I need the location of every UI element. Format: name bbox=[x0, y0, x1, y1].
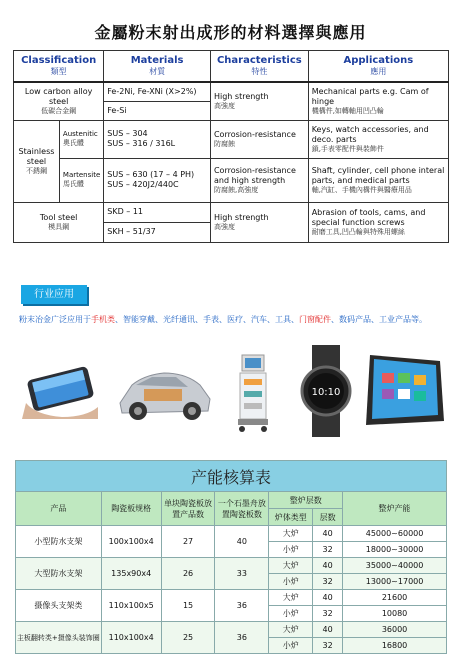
materials-table bbox=[13, 50, 449, 243]
capacity-big: 21600 bbox=[343, 590, 447, 606]
low-carbon-app-zh: 機構件,如轉軸用凹凸輪 bbox=[311, 106, 384, 115]
furnace-big: 大炉 bbox=[269, 622, 313, 638]
header-materials bbox=[104, 51, 211, 83]
austenitic-mat2: SUS – 316 / 316L bbox=[107, 139, 176, 148]
cell-austenitic-label bbox=[59, 120, 103, 158]
layers-small: 32 bbox=[313, 542, 343, 558]
cell-stainless-class bbox=[14, 120, 60, 202]
table-row bbox=[16, 526, 447, 542]
per-plate: 27 bbox=[161, 526, 215, 558]
application-images bbox=[0, 345, 461, 440]
capacity-small: 16800 bbox=[343, 638, 447, 654]
capacity-small: 18000~30000 bbox=[343, 542, 447, 558]
header-applications bbox=[308, 51, 448, 83]
per-boat: 36 bbox=[215, 590, 269, 622]
per-plate: 26 bbox=[161, 558, 215, 590]
watch-time-text: 10:10 bbox=[311, 387, 341, 398]
stainless-class-zh: 不銹鋼 bbox=[25, 166, 47, 175]
cell-martensite-materials bbox=[104, 158, 211, 202]
header-applications-zh: 應用 bbox=[370, 67, 387, 77]
austenitic-mat1: SUS – 304 bbox=[107, 129, 148, 138]
cell-tool-steel-char bbox=[210, 202, 308, 242]
app-text-highlight-door: 门窗配件 bbox=[299, 315, 331, 324]
header-furnace-count: 整炉层数 bbox=[269, 492, 343, 509]
low-carbon-class-zh: 低碳合金鋼 bbox=[41, 106, 77, 115]
austenitic-en: Austenitic bbox=[62, 130, 98, 139]
header-characteristics-en: Characteristics bbox=[216, 54, 302, 66]
header-per-plate: 单块陶瓷板放置产品数 bbox=[161, 492, 215, 526]
car-cutaway-image bbox=[114, 355, 214, 425]
capacity-big: 45000~60000 bbox=[343, 526, 447, 542]
header-capacity: 整炉产能 bbox=[343, 492, 447, 526]
furnace-big: 大炉 bbox=[269, 558, 313, 574]
austenitic-char-zh: 防腐蝕 bbox=[213, 139, 235, 148]
capacity-big: 35000~40000 bbox=[343, 558, 447, 574]
layers-small: 32 bbox=[313, 638, 343, 654]
cell-martensite-char bbox=[210, 158, 308, 202]
mold-size: 135x90x4 bbox=[101, 558, 161, 590]
per-boat: 33 bbox=[215, 558, 269, 590]
martensite-app-en: Shaft, cylinder, cell phone interal parts, and medical parts bbox=[311, 165, 445, 185]
capacity-small: 13000~17000 bbox=[343, 574, 447, 590]
martensite-mat1: SUS – 630 (17 – 4 PH) bbox=[107, 170, 195, 179]
app-text-suffix: 、数码产品、工业产品等。 bbox=[331, 315, 427, 324]
austenitic-zh: 奧氏體 bbox=[62, 139, 84, 147]
table-row bbox=[16, 590, 447, 606]
furnace-small: 小炉 bbox=[269, 606, 313, 622]
header-characteristics bbox=[210, 51, 308, 83]
per-plate: 25 bbox=[161, 622, 215, 654]
austenitic-app-zh: 鎖,手表零配件與裝飾件 bbox=[311, 144, 384, 153]
layers-small: 32 bbox=[313, 574, 343, 590]
app-text-highlight-phone: 手机类 bbox=[91, 315, 115, 324]
martensite-zh: 馬氏體 bbox=[62, 180, 84, 188]
product-name: 摄像头支架类 bbox=[16, 590, 102, 622]
product-name: 主板翻转类+摄像头装饰圈 bbox=[16, 622, 102, 654]
austenitic-app-en: Keys, watch accessories, and deco. parts bbox=[311, 124, 429, 144]
furnace-big: 大炉 bbox=[269, 526, 313, 542]
table-row bbox=[16, 558, 447, 574]
mold-size: 100x100x4 bbox=[101, 526, 161, 558]
header-product: 产品 bbox=[16, 492, 102, 526]
per-boat: 40 bbox=[215, 526, 269, 558]
low-carbon-char-en: High strength bbox=[213, 91, 269, 101]
cell-low-carbon-class bbox=[14, 82, 104, 120]
layers-small: 32 bbox=[313, 606, 343, 622]
cell-austenitic-char bbox=[210, 120, 308, 158]
martensite-char-zh: 防腐蝕,高強度 bbox=[213, 185, 259, 194]
cell-low-carbon-char bbox=[210, 82, 308, 120]
cell-tool-steel-class bbox=[14, 202, 104, 242]
tool-steel-char-zh: 高強度 bbox=[213, 222, 235, 231]
header-mold-size: 陶瓷板规格 bbox=[101, 492, 161, 526]
header-applications-en: Applications bbox=[343, 54, 414, 66]
furnace-small: 小炉 bbox=[269, 638, 313, 654]
furnace-small: 小炉 bbox=[269, 542, 313, 558]
yield-table bbox=[15, 460, 447, 654]
mold-size: 110x100x4 bbox=[101, 622, 161, 654]
yield-table-title: 产能核算表 bbox=[16, 461, 447, 492]
austenitic-char-en: Corrosion-resistance bbox=[213, 129, 296, 139]
furnace-big: 大炉 bbox=[269, 590, 313, 606]
capacity-small: 10080 bbox=[343, 606, 447, 622]
app-text-prefix: 粉末冶金广泛应用于 bbox=[19, 315, 91, 324]
martensite-mat2: SUS – 420J2/440C bbox=[107, 180, 179, 189]
mold-size: 110x100x5 bbox=[101, 590, 161, 622]
martensite-app-zh: 軸,汽缸、手機內構件與醫療用品 bbox=[311, 185, 412, 194]
medical-equipment-image bbox=[232, 351, 274, 433]
smartphone-in-hand-image bbox=[16, 363, 104, 421]
tool-steel-app-en: Abrasion of tools, cams, and special function screws bbox=[311, 207, 426, 227]
capacity-big: 36000 bbox=[343, 622, 447, 638]
cell-austenitic-materials bbox=[104, 120, 211, 158]
cell-low-carbon-app bbox=[308, 82, 448, 120]
page-title: 金屬粉末射出成形的材料選擇與應用 bbox=[94, 23, 367, 42]
app-text-mid: 、智能穿戴、光纤通讯、手表、医疗、汽车、工具、 bbox=[115, 315, 299, 324]
low-carbon-class-en: Low carbon alloy steel bbox=[24, 86, 93, 106]
layers-big: 40 bbox=[313, 558, 343, 574]
cell-martensite-label bbox=[59, 158, 103, 202]
row-martensite bbox=[14, 158, 449, 202]
header-characteristics-zh: 特性 bbox=[251, 67, 268, 77]
row-tool-steel-1 bbox=[14, 202, 449, 222]
cell-tool-steel-app bbox=[308, 202, 448, 242]
product-name: 小型防水支架 bbox=[16, 526, 102, 558]
layers-big: 40 bbox=[313, 590, 343, 606]
product-name: 大型防水支架 bbox=[16, 558, 102, 590]
header-classification bbox=[14, 51, 104, 83]
header-classification-en: Classification bbox=[21, 54, 97, 66]
tool-steel-char-en: High strength bbox=[213, 212, 269, 222]
cell-low-carbon-mat2: Fe-Si bbox=[104, 101, 211, 120]
header-materials-en: Materials bbox=[130, 54, 184, 66]
furnace-small: 小炉 bbox=[269, 574, 313, 590]
per-boat: 36 bbox=[215, 622, 269, 654]
stainless-class-en: Stainless steel bbox=[18, 146, 55, 166]
application-description bbox=[19, 314, 427, 325]
low-carbon-app-en: Mechanical parts e.g. Cam of hinge bbox=[311, 86, 429, 106]
cell-martensite-app bbox=[308, 158, 448, 202]
header-furnace-type: 炉体类型 bbox=[269, 509, 313, 526]
cell-low-carbon-mat1: Fe-2Ni, Fe-XNi (X>2%) bbox=[104, 82, 211, 101]
martensite-en: Martensite bbox=[62, 171, 101, 180]
cell-tool-steel-mat1: SKD – 11 bbox=[104, 202, 211, 222]
layers-big: 40 bbox=[313, 526, 343, 542]
low-carbon-char-zh: 高強度 bbox=[213, 101, 235, 110]
tool-steel-class-en: Tool steel bbox=[39, 212, 78, 222]
header-classification-zh: 類型 bbox=[50, 67, 67, 77]
smartwatch-image bbox=[296, 345, 356, 437]
cell-austenitic-app bbox=[308, 120, 448, 158]
per-plate: 15 bbox=[161, 590, 215, 622]
row-low-carbon-1 bbox=[14, 82, 449, 101]
header-per-boat: 一个石墨舟放置陶瓷板数 bbox=[215, 492, 269, 526]
cell-tool-steel-mat2: SKH – 51/37 bbox=[104, 222, 211, 242]
layers-big: 40 bbox=[313, 622, 343, 638]
tool-steel-app-zh: 耐磨工具,凹凸輪與特殊用螺絲 bbox=[311, 227, 405, 236]
industry-application-button[interactable]: 行业应用 bbox=[21, 285, 87, 304]
tool-steel-class-zh: 模具鋼 bbox=[48, 222, 70, 231]
header-materials-zh: 材質 bbox=[149, 67, 166, 77]
materials-header-row bbox=[14, 51, 449, 83]
table-row bbox=[16, 622, 447, 638]
header-layers: 层数 bbox=[313, 509, 343, 526]
martensite-char-en: Corrosion-resistance and high strength bbox=[213, 165, 296, 185]
row-austenitic bbox=[14, 120, 449, 158]
tablet-image bbox=[360, 351, 448, 431]
